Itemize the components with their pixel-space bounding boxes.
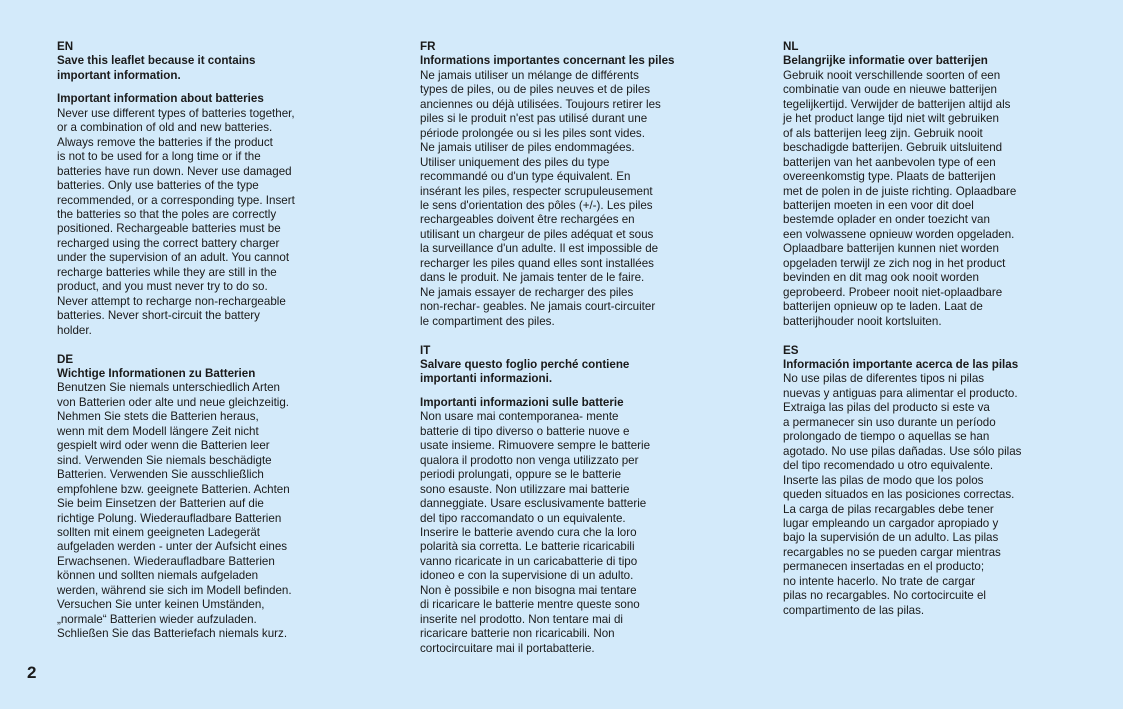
body-line: können und sollten niemals aufgeladen: [57, 569, 259, 583]
language-code: EN: [57, 40, 74, 53]
body-line: geprobeerd. Probeer nooit niet-oplaadbare: [783, 285, 1003, 299]
language-code: IT: [420, 343, 431, 357]
section-heading: Información importante acerca de las pilas: [783, 358, 1019, 372]
body-line: batterijhouder nooit kortsluiten.: [783, 314, 942, 328]
body-line: piles si le produit n'est pas utilisé durant une: [420, 112, 648, 126]
body-line: la surveillance d'un adulte. Il est impossible de: [420, 242, 659, 256]
body-line: La carga de pilas recargables debe tener: [783, 502, 994, 516]
body-line: pilas no recargables. No cortocircuite el: [783, 589, 986, 603]
section-heading: Importanti informazioni sulle batterie: [420, 395, 624, 409]
body-line: batterie di tipo diverso o batterie nuove e: [420, 424, 630, 438]
body-line: vanno ricaricate in un caricabatterie di tipo: [420, 554, 638, 568]
intro-line: Save this leaflet because it contains: [57, 54, 256, 68]
body-line: sono esauste. Non utilizzare mai batterie: [420, 482, 630, 496]
body-line: lugar empleando un cargador apropiado y: [783, 517, 999, 530]
body-line: bajo la supervisión de un adulto. Las pilas: [783, 531, 999, 545]
section-heading: Informations importantes concernant les piles: [420, 54, 675, 68]
body-line: richtige Polung. Wiederaufladbare Batterien: [57, 511, 282, 525]
body-line: Always remove the batteries if the product: [57, 135, 273, 149]
body-line: période prolongée ou si les piles sont vides.: [420, 126, 645, 140]
intro-line: important information.: [57, 68, 181, 82]
body-line: No use pilas de diferentes tipos ni pilas: [783, 372, 985, 386]
body-line: empfohlene bzw. geeignete Batterien. Achten: [57, 482, 290, 496]
body-line: recommended, or a corresponding type. Insert: [57, 193, 295, 207]
section-heading: Belangrijke informatie over batterijen: [783, 54, 988, 68]
body-line: or a combination of old and new batteries.: [57, 121, 273, 135]
body-line: Ne jamais utiliser un mélange de différents: [420, 68, 639, 82]
body-line: wenn mit dem Modell längere Zeit nicht: [57, 424, 259, 438]
body-line: dans le produit. Ne jamais tenter de le faire.: [420, 271, 645, 285]
body-line: di ricaricare le batterie mentre queste sono: [420, 598, 640, 612]
body-line: del tipo raccomandato o un equivalente.: [420, 511, 626, 525]
page-number: 2: [27, 663, 37, 682]
body-line: gespielt wird oder wenn die Batterien leer: [57, 439, 270, 453]
body-line: Utiliser uniquement des piles du type: [420, 155, 610, 169]
body-line: le compartiment des piles.: [420, 314, 555, 328]
body-line: positioned. Rechargeable batteries must be: [57, 222, 281, 236]
body-line: rechargeables doivent être rechargées en: [420, 213, 635, 227]
body-line: Gebruik nooit verschillende soorten of een: [783, 68, 1001, 82]
intro-line: importanti informazioni.: [420, 372, 553, 386]
body-line: Benutzen Sie niemals unterschiedlich Arten: [57, 381, 280, 395]
body-line: je het product lange tijd niet wilt gebruiken: [783, 112, 999, 126]
language-code: NL: [783, 40, 799, 53]
body-line: anciennes ou déjà utilisées. Toujours retirer les: [420, 97, 661, 111]
body-line: tegelijkertijd. Verwijder de batterijen altijd als: [783, 97, 1011, 111]
body-line: batteries. Only use batteries of the type: [57, 179, 259, 193]
body-line: agotado. No use pilas dañadas. Use sólo pilas: [783, 444, 1022, 458]
language-section-en: [57, 40, 329, 338]
body-line: under the supervision of an adult. You cannot: [57, 251, 290, 265]
body-line: Batterien. Verwenden Sie ausschließlich: [57, 468, 264, 482]
body-line: queden situados en las posiciones correctas.: [783, 488, 1015, 502]
body-line: periodi prolungati, oppure se le batterie: [420, 468, 622, 482]
language-section-fr: [420, 40, 692, 329]
body-line: batterijen van het aanbevolen type of een: [783, 155, 996, 169]
body-line: Ne jamais essayer de recharger des piles: [420, 285, 634, 299]
body-line: bevinden en dit mag ook nooit worden: [783, 271, 979, 285]
body-line: types de piles, ou de piles neuves et de piles: [420, 83, 651, 97]
body-line: nuevas y antiguas para alimentar el producto.: [783, 386, 1018, 400]
body-line: batterijen moeten in een voor dit doel: [783, 198, 974, 212]
body-line: aufgeladen werden - unter der Aufsicht eines: [57, 540, 288, 554]
body-line: Never attempt to recharge non-rechargeable: [57, 294, 286, 308]
intro-line: Salvare questo foglio perché contiene: [420, 358, 630, 372]
body-line: product, and you must never try to do so.: [57, 280, 268, 294]
body-line: Non è possibile e non bisogna mai tentare: [420, 583, 637, 597]
body-line: the batteries so that the poles are correctly: [57, 207, 277, 221]
body-line: beschadigde batterijen. Gebruik uitsluitend: [783, 141, 1003, 155]
body-line: Non usare mai contemporanea- mente: [420, 410, 619, 424]
body-line: compartimento de las pilas.: [783, 603, 925, 617]
language-section-es: [783, 344, 1055, 619]
body-line: recharger les piles quand elles sont installées: [420, 256, 654, 270]
body-line: opgeladen terwijl ze zich nog in het product: [783, 256, 1006, 270]
body-line: usate insieme. Rimuovere sempre le batterie: [420, 439, 651, 453]
body-line: Versuchen Sie unter keinen Umständen,: [57, 598, 265, 612]
body-line: holder.: [57, 323, 92, 337]
body-line: prolongado de tiempo o aquellas se han: [783, 430, 990, 444]
body-line: combinatie van oude en nieuwe batterijen: [783, 83, 997, 97]
body-line: Extraiga las pilas del producto si este va: [783, 401, 990, 415]
body-line: „normale“ Batterien wieder aufzuladen.: [57, 612, 257, 626]
body-line: Erwachsenen. Wiederaufladbare Batterien: [57, 554, 275, 568]
body-line: no intente hacerlo. No trate de cargar: [783, 574, 976, 588]
section-heading: Important information about batteries: [57, 92, 264, 106]
language-code: DE: [57, 352, 74, 366]
body-line: Never use different types of batteries together,: [57, 106, 295, 120]
body-line: een volwassene opnieuw worden opgeladen.: [783, 227, 1015, 241]
body-line: werden, während sie sich im Modell befinden.: [57, 583, 292, 597]
language-section-de: [57, 353, 329, 642]
body-line: danneggiate. Usare esclusivamente batterie: [420, 497, 647, 511]
body-line: insérant les piles, respecter scrupuleusement: [420, 184, 653, 198]
body-line: utilisant un chargeur de piles adéquat et sous: [420, 227, 654, 241]
body-line: recharge batteries while they are still in the: [57, 265, 277, 279]
body-line: non-rechar- geables. Ne jamais court-circuiter: [420, 300, 656, 314]
body-line: Nehmen Sie stets die Batterien heraus,: [57, 410, 259, 424]
body-line: is not to be used for a long time or if the: [57, 150, 261, 164]
body-line: met de polen in de juiste richting. Oplaadbare: [783, 184, 1017, 198]
body-line: batteries have run down. Never use damaged: [57, 164, 292, 178]
body-line: inserite nel prodotto. Non tentare mai di: [420, 612, 624, 626]
text-column: [420, 40, 692, 671]
body-line: Schließen Sie das Batteriefach niemals kurz.: [57, 627, 288, 641]
body-line: Oplaadbare batterijen kunnen niet worden: [783, 242, 999, 256]
body-line: permanecen insertadas en el producto;: [783, 560, 985, 574]
body-line: del tipo recomendado u otro equivalente.: [783, 459, 994, 473]
body-line: Inserte las pilas de modo que los polos: [783, 473, 984, 487]
body-line: overeenkomstig type. Plaats de batterijen: [783, 170, 996, 184]
body-line: von Batterien oder alte und neue gleichzeitig.: [57, 395, 290, 409]
body-line: idoneo e con la supervisione di un adulto.: [420, 569, 634, 583]
body-line: bestemde oplader en onder toezicht van: [783, 213, 990, 227]
body-line: sollten mit einem geeigneten Ladegerät: [57, 526, 261, 539]
body-line: Sie beim Einsetzen der Batterien auf die: [57, 497, 264, 511]
language-section-nl: [783, 40, 1055, 329]
text-column: [783, 40, 1055, 633]
body-line: recharged using the correct battery charger: [57, 236, 280, 250]
body-line: a permanecer sin uso durante un período: [783, 415, 996, 429]
body-line: batteries. Never short-circuit the battery: [57, 309, 260, 323]
text-column: [57, 40, 329, 656]
language-section-it: [420, 344, 692, 657]
body-line: batterijen opnieuw op te laden. Laat de: [783, 300, 983, 314]
body-line: of als batterijen leeg zijn. Gebruik nooit: [783, 126, 983, 140]
body-line: cortocircuitare mai il portabatterie.: [420, 641, 595, 655]
body-line: recargables no se pueden cargar mientras: [783, 545, 1001, 559]
body-line: ricaricare batterie non ricaricabili. Non: [420, 627, 615, 641]
section-heading: Wichtige Informationen zu Batterien: [57, 367, 256, 381]
body-line: recommandé ou d'un type équivalent. En: [420, 170, 631, 184]
language-code: FR: [420, 40, 436, 53]
body-line: Ne jamais utiliser de piles endommagées.: [420, 141, 635, 155]
language-code: ES: [783, 343, 799, 357]
body-line: qualora il prodotto non venga utilizzato per: [420, 453, 639, 467]
body-line: le sens d'orientation des pôles (+/-). Les piles: [420, 198, 653, 212]
body-line: sind. Verwenden Sie niemals beschädigte: [57, 453, 272, 467]
body-line: polarità sia corretta. Le batterie ricaricabili: [420, 540, 635, 554]
body-line: Inserire le batterie avendo cura che la loro: [420, 526, 637, 539]
